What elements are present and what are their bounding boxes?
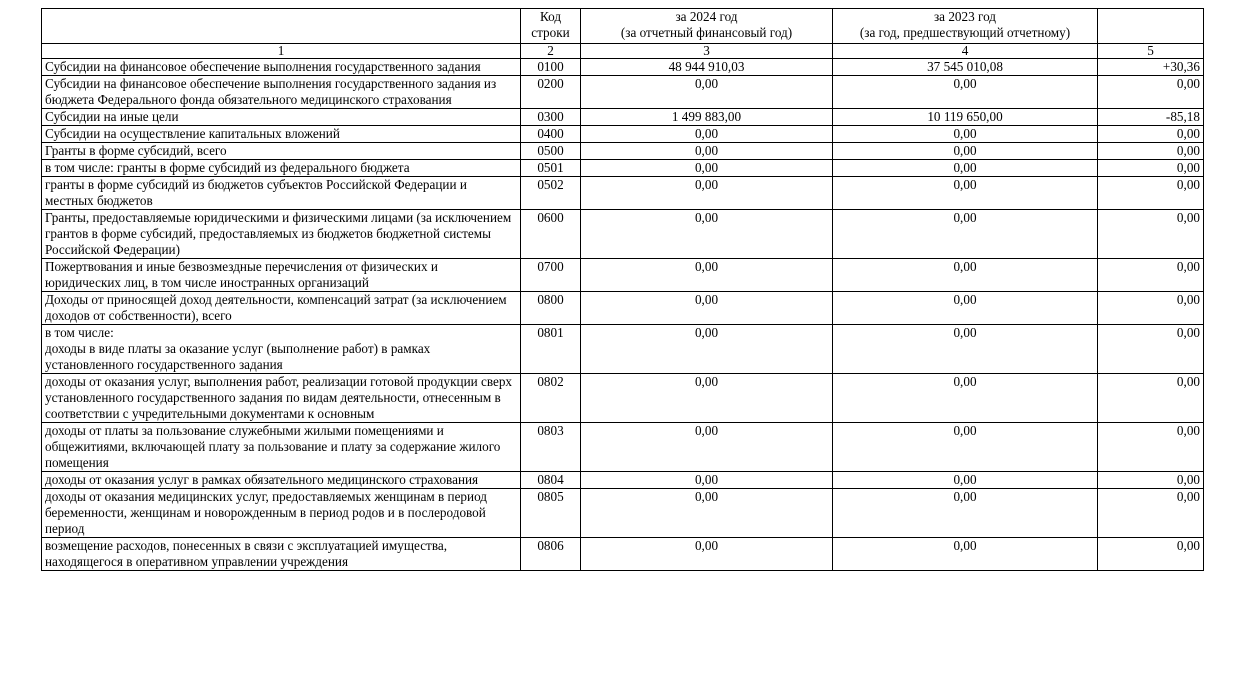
row-code: 0501 bbox=[521, 160, 581, 177]
row-change-value: 0,00 bbox=[1098, 489, 1204, 538]
row-change-value: +30,36 bbox=[1098, 59, 1204, 76]
row-name bbox=[42, 325, 521, 374]
table-row bbox=[42, 538, 1204, 571]
table-row bbox=[42, 126, 1204, 143]
table-row bbox=[42, 489, 1204, 538]
column-number: 2 bbox=[521, 44, 581, 59]
row-change-value: -85,18 bbox=[1098, 109, 1204, 126]
row-name: Доходы от приносящей доход деятельности, компенсаций затрат (за исключением доходов от собственности), всего bbox=[42, 292, 521, 325]
row-change-value: 0,00 bbox=[1098, 259, 1204, 292]
row-change-value: 0,00 bbox=[1098, 472, 1204, 489]
row-previous-value: 0,00 bbox=[833, 472, 1098, 489]
column-number: 3 bbox=[581, 44, 833, 59]
table-row bbox=[42, 292, 1204, 325]
row-code: 0803 bbox=[521, 423, 581, 472]
row-change-value: 0,00 bbox=[1098, 177, 1204, 210]
header-code-line1: Код bbox=[539, 9, 562, 24]
row-code: 0806 bbox=[521, 538, 581, 571]
row-current-value: 0,00 bbox=[581, 472, 833, 489]
row-current-value: 48 944 910,03 bbox=[581, 59, 833, 76]
row-current-value: 0,00 bbox=[581, 374, 833, 423]
row-name: Субсидии на финансовое обеспечение выполнения государственного задания из бюджета Федерального фонда обязательного медицинского страхования bbox=[42, 76, 521, 109]
row-previous-value: 0,00 bbox=[833, 292, 1098, 325]
row-name: возмещение расходов, понесенных в связи с эксплуатацией имущества, находящегося в оперативном управлении учреждения bbox=[42, 538, 521, 571]
row-code: 0100 bbox=[521, 59, 581, 76]
row-current-value: 0,00 bbox=[581, 489, 833, 538]
row-previous-value: 0,00 bbox=[833, 538, 1098, 571]
column-number: 4 bbox=[833, 44, 1098, 59]
row-previous-value: 0,00 bbox=[833, 259, 1098, 292]
row-current-value: 0,00 bbox=[581, 292, 833, 325]
row-current-value: 1 499 883,00 bbox=[581, 109, 833, 126]
report-table bbox=[41, 8, 1204, 571]
row-code: 0400 bbox=[521, 126, 581, 143]
data-rows bbox=[42, 59, 1204, 571]
row-name: доходы от платы за пользование служебными жилыми помещениями и общежитиями, включающей плату за пользование и плату за содержание жилого помещения bbox=[42, 423, 521, 472]
row-previous-value: 0,00 bbox=[833, 160, 1098, 177]
row-current-value: 0,00 bbox=[581, 423, 833, 472]
row-code: 0801 bbox=[521, 325, 581, 374]
row-code: 0502 bbox=[521, 177, 581, 210]
table-row bbox=[42, 177, 1204, 210]
column-number: 1 bbox=[42, 44, 521, 59]
row-name: Гранты, предоставляемые юридическими и физическими лицами (за исключением грантов в форме субсидий, предоставляемых из бюджетов бюджетной системы Российской Федерации) bbox=[42, 210, 521, 259]
row-current-value: 0,00 bbox=[581, 143, 833, 160]
table-row bbox=[42, 259, 1204, 292]
row-current-value: 0,00 bbox=[581, 160, 833, 177]
row-name: в том числе: гранты в форме субсидий из федерального бюджета bbox=[42, 160, 521, 177]
row-previous-value: 10 119 650,00 bbox=[833, 109, 1098, 126]
table-row bbox=[42, 109, 1204, 126]
row-change-value: 0,00 bbox=[1098, 210, 1204, 259]
table-row bbox=[42, 143, 1204, 160]
column-number-row bbox=[42, 44, 1204, 59]
header-previous-line1: за 2023 год bbox=[933, 9, 997, 24]
row-change-value: 0,00 bbox=[1098, 76, 1204, 109]
row-code: 0700 bbox=[521, 259, 581, 292]
row-previous-value: 0,00 bbox=[833, 143, 1098, 160]
row-previous-value: 37 545 010,08 bbox=[833, 59, 1098, 76]
table-row bbox=[42, 59, 1204, 76]
row-code: 0500 bbox=[521, 143, 581, 160]
row-previous-value: 0,00 bbox=[833, 325, 1098, 374]
row-name: Гранты в форме субсидий, всего bbox=[42, 143, 521, 160]
row-name: доходы от оказания услуг в рамках обязательного медицинского страхования bbox=[42, 472, 521, 489]
row-code: 0805 bbox=[521, 489, 581, 538]
header-row bbox=[42, 9, 1204, 44]
row-name: Субсидии на осуществление капитальных вложений bbox=[42, 126, 521, 143]
table-row bbox=[42, 160, 1204, 177]
row-code: 0800 bbox=[521, 292, 581, 325]
row-name: доходы от оказания услуг, выполнения работ, реализации готовой продукции сверх установленного государственного задания по видам деятельности, отнесенным в соответствии с учредительными документами к основным bbox=[42, 374, 521, 423]
row-code: 0200 bbox=[521, 76, 581, 109]
row-previous-value: 0,00 bbox=[833, 423, 1098, 472]
table-row bbox=[42, 210, 1204, 259]
row-change-value: 0,00 bbox=[1098, 325, 1204, 374]
row-code: 0300 bbox=[521, 109, 581, 126]
row-current-value: 0,00 bbox=[581, 259, 833, 292]
header-code-line2: строки bbox=[531, 25, 570, 40]
row-previous-value: 0,00 bbox=[833, 210, 1098, 259]
row-name: Субсидии на финансовое обеспечение выполнения государственного задания bbox=[42, 59, 521, 76]
row-change-value: 0,00 bbox=[1098, 160, 1204, 177]
row-current-value: 0,00 bbox=[581, 76, 833, 109]
row-previous-value: 0,00 bbox=[833, 126, 1098, 143]
table-row bbox=[42, 76, 1204, 109]
row-name-line: доходы в виде платы за оказание услуг (выполнение работ) в рамках установленного государственного задания bbox=[45, 341, 431, 372]
row-code: 0600 bbox=[521, 210, 581, 259]
row-previous-value: 0,00 bbox=[833, 489, 1098, 538]
row-code: 0802 bbox=[521, 374, 581, 423]
row-name: Субсидии на иные цели bbox=[42, 109, 521, 126]
row-previous-value: 0,00 bbox=[833, 76, 1098, 109]
row-change-value: 0,00 bbox=[1098, 423, 1204, 472]
header-previous-year bbox=[833, 9, 1098, 44]
row-name: гранты в форме субсидий из бюджетов субъектов Российской Федерации и местных бюджетов bbox=[42, 177, 521, 210]
row-current-value: 0,00 bbox=[581, 538, 833, 571]
row-change-value: 0,00 bbox=[1098, 538, 1204, 571]
row-change-value: 0,00 bbox=[1098, 143, 1204, 160]
table-row bbox=[42, 423, 1204, 472]
row-code: 0804 bbox=[521, 472, 581, 489]
table-row bbox=[42, 374, 1204, 423]
column-number: 5 bbox=[1098, 44, 1204, 59]
row-change-value: 0,00 bbox=[1098, 374, 1204, 423]
row-previous-value: 0,00 bbox=[833, 177, 1098, 210]
row-current-value: 0,00 bbox=[581, 325, 833, 374]
header-current-year bbox=[581, 9, 833, 44]
row-change-value: 0,00 bbox=[1098, 126, 1204, 143]
row-name: Пожертвования и иные безвозмездные перечисления от физических и юридических лиц, в том числе иностранных организаций bbox=[42, 259, 521, 292]
row-name: доходы от оказания медицинских услуг, предоставляемых женщинам в период беременности, женщинам и новорожденным в период родов и в послеродовой период bbox=[42, 489, 521, 538]
row-current-value: 0,00 bbox=[581, 177, 833, 210]
header-previous-line2: (за год, предшествующий отчетному) bbox=[859, 25, 1071, 40]
header-current-line2: (за отчетный финансовый год) bbox=[620, 25, 793, 40]
table-row bbox=[42, 472, 1204, 489]
row-previous-value: 0,00 bbox=[833, 374, 1098, 423]
row-change-value: 0,00 bbox=[1098, 292, 1204, 325]
header-code bbox=[521, 9, 581, 44]
header-name bbox=[42, 9, 521, 44]
row-current-value: 0,00 bbox=[581, 210, 833, 259]
table-row bbox=[42, 325, 1204, 374]
header-change bbox=[1098, 9, 1204, 44]
row-current-value: 0,00 bbox=[581, 126, 833, 143]
row-name-line: в том числе: bbox=[45, 325, 114, 340]
header-current-line1: за 2024 год bbox=[675, 9, 738, 24]
